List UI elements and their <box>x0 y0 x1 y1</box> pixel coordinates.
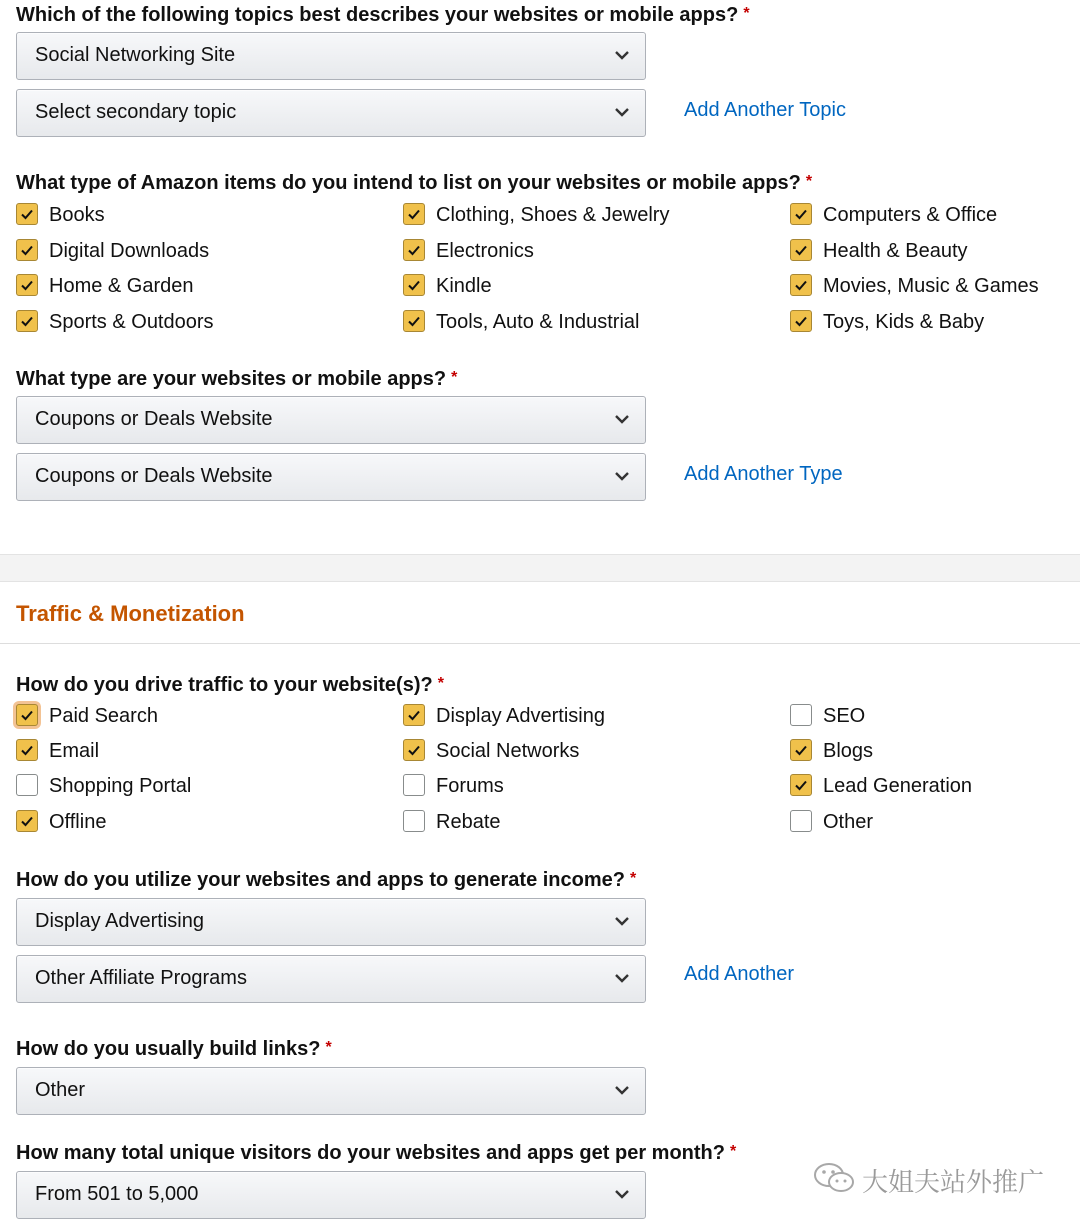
income-question: How do you utilize your websites and apps to generate income? * <box>16 869 637 891</box>
checkmark-icon <box>19 707 35 723</box>
checkmark-icon <box>19 742 35 758</box>
chevron-down-icon <box>613 1081 631 1099</box>
checkbox[interactable] <box>16 810 38 832</box>
checkbox[interactable] <box>16 239 38 261</box>
checkbox-label: Computers & Office <box>823 204 998 226</box>
secondary-topic-value: Select secondary topic <box>35 101 237 123</box>
site-type-question: What type are your websites or mobile apps? * <box>16 368 458 390</box>
checkbox[interactable] <box>403 704 425 726</box>
checkmark-icon <box>406 313 422 329</box>
checkbox-label: Toys, Kids & Baby <box>823 310 985 333</box>
checkmark-icon <box>406 742 422 758</box>
required-mark: * <box>729 1143 737 1160</box>
checkbox[interactable] <box>16 739 38 761</box>
income-select-2[interactable] <box>16 955 646 1003</box>
required-mark: * <box>805 173 813 190</box>
checkbox[interactable] <box>790 239 812 261</box>
checkbox-label: Sports & Outdoors <box>49 310 214 333</box>
checkbox[interactable] <box>403 310 425 332</box>
checkbox-label: Lead Generation <box>823 775 973 798</box>
links-question: How do you usually build links? * <box>16 1038 332 1060</box>
checkbox-label: Forums <box>436 775 504 798</box>
site-type-value-1: Coupons or Deals Website <box>35 408 273 430</box>
checkbox-label: Email <box>49 740 100 763</box>
watermark-text: 大姐夫站外推广 <box>862 1167 1045 1197</box>
checkbox-label: Blogs <box>823 740 874 763</box>
checkbox-label: Rebate <box>436 810 501 833</box>
checkbox-label: Clothing, Shoes & Jewelry <box>436 204 670 226</box>
checkbox-label: Kindle <box>436 275 492 297</box>
required-mark: * <box>451 369 458 386</box>
checkmark-icon <box>406 277 422 293</box>
required-mark: * <box>629 870 637 887</box>
checkmark-icon <box>19 206 35 222</box>
checkbox-label: Display Advertising <box>436 705 605 727</box>
checkmark-icon <box>793 313 809 329</box>
add-another-topic-link[interactable]: Add Another Topic <box>684 99 846 121</box>
checkbox-label: Social Networks <box>436 740 580 763</box>
site-type-value-2: Coupons or Deals Website <box>35 465 273 487</box>
checkbox[interactable] <box>790 739 812 761</box>
checkmark-icon <box>19 277 35 293</box>
primary-topic-select[interactable] <box>16 32 646 80</box>
checkbox[interactable] <box>16 774 38 796</box>
checkbox-label: SEO <box>823 705 866 727</box>
checkmark-icon <box>793 242 809 258</box>
chevron-down-icon <box>613 969 631 987</box>
chevron-down-icon <box>613 410 631 428</box>
topics-question: Which of the following topics best describes your websites or mobile apps? * <box>16 4 750 26</box>
chevron-down-icon <box>613 103 631 121</box>
add-another-income-link[interactable]: Add Another <box>684 963 795 985</box>
checkmark-icon <box>19 813 35 829</box>
visitors-value: From 501 to 5,000 <box>35 1183 199 1205</box>
checkbox[interactable] <box>16 203 38 225</box>
chevron-down-icon <box>613 912 631 930</box>
checkbox[interactable] <box>403 203 425 225</box>
build-links-select[interactable] <box>16 1067 646 1115</box>
chevron-down-icon <box>613 467 631 485</box>
checkbox[interactable] <box>16 274 38 296</box>
visitors-question: How many total unique visitors do your websites and apps get per month? * <box>16 1142 737 1164</box>
add-another-type-link[interactable]: Add Another Type <box>684 463 843 485</box>
checkmark-icon <box>406 206 422 222</box>
income-value-1: Display Advertising <box>35 910 204 932</box>
checkbox-label: Other <box>823 810 874 833</box>
wechat-icon <box>812 1160 856 1196</box>
checkbox-label: Shopping Portal <box>49 775 192 798</box>
site-type-select-1[interactable] <box>16 396 646 444</box>
checkbox[interactable] <box>403 774 425 796</box>
checkbox[interactable] <box>403 274 425 296</box>
checkbox[interactable] <box>790 274 812 296</box>
checkmark-icon <box>406 242 422 258</box>
checkbox[interactable] <box>16 704 38 726</box>
checkbox-label: Paid Search <box>49 705 158 727</box>
chevron-down-icon <box>613 1185 631 1203</box>
checkbox[interactable] <box>790 203 812 225</box>
checkmark-icon <box>793 742 809 758</box>
visitors-select[interactable] <box>16 1171 646 1219</box>
required-mark: * <box>325 1039 332 1056</box>
checkbox-label: Health & Beauty <box>823 239 968 262</box>
checkbox-label: Tools, Auto & Industrial <box>436 310 640 333</box>
section-rule <box>0 643 1080 644</box>
checkmark-icon <box>793 206 809 222</box>
checkbox[interactable] <box>790 810 812 832</box>
section-title: Traffic & Monetization <box>16 601 245 626</box>
checkbox[interactable] <box>790 310 812 332</box>
checkbox-label: Movies, Music & Games <box>823 275 1039 297</box>
checkmark-icon <box>406 707 422 723</box>
income-select-1[interactable] <box>16 898 646 946</box>
traffic-question: How do you drive traffic to your website(s)? * <box>16 674 444 696</box>
build-links-value: Other <box>35 1079 86 1101</box>
required-mark: * <box>437 675 444 692</box>
checkbox[interactable] <box>403 739 425 761</box>
checkbox-label: Electronics <box>436 239 534 262</box>
site-type-select-2[interactable] <box>16 453 646 501</box>
checkbox[interactable] <box>403 810 425 832</box>
items-question: What type of Amazon items do you intend to list on your websites or mobile apps? * <box>16 172 813 194</box>
checkbox-label: Books <box>49 204 105 226</box>
chevron-down-icon <box>613 46 631 64</box>
secondary-topic-select[interactable] <box>16 89 646 137</box>
section-divider <box>0 554 1080 582</box>
checkmark-icon <box>793 777 809 793</box>
checkbox-label: Offline <box>49 810 107 833</box>
income-value-2: Other Affiliate Programs <box>35 967 247 989</box>
checkmark-icon <box>19 242 35 258</box>
primary-topic-value: Social Networking Site <box>35 44 236 66</box>
required-mark: * <box>743 5 750 22</box>
checkbox[interactable] <box>790 774 812 796</box>
checkbox[interactable] <box>16 310 38 332</box>
checkbox[interactable] <box>403 239 425 261</box>
checkbox-label: Digital Downloads <box>49 239 210 262</box>
checkmark-icon <box>19 313 35 329</box>
checkbox-label: Home & Garden <box>49 275 194 297</box>
checkmark-icon <box>793 277 809 293</box>
checkbox[interactable] <box>790 704 812 726</box>
